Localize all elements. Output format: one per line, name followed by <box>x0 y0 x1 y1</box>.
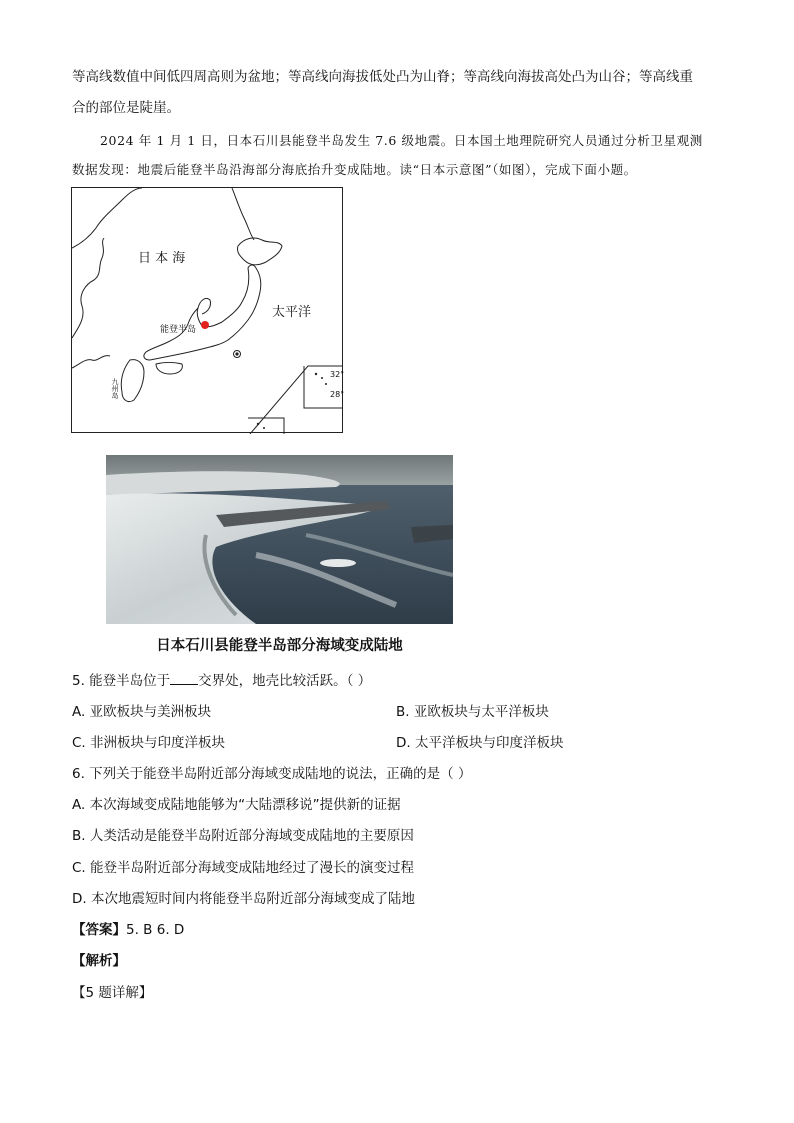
question-5-stem-after: 交界处，地壳比较活跃。（ ） <box>198 673 372 689</box>
map-label-lat-28: 28° <box>330 390 345 399</box>
question-6-option-b: B. 人类活动是能登半岛附近部分海域变成陆地的主要原因 <box>72 828 414 844</box>
coast-photo-drawing <box>106 455 453 624</box>
noto-peninsula-outline <box>198 298 211 314</box>
question-5-stem-before: 5. 能登半岛位于 <box>72 673 171 689</box>
intro-line-1: 等高线数值中间低四周高则为盆地；等高线向海拔低处凸为山脊；等高线向海拔高处凸为山谷；等高线重 <box>72 69 693 85</box>
intro-line-2: 合的部位是陡崖。 <box>72 100 180 116</box>
question-6-stem: 6. 下列关于能登半岛附近部分海域变成陆地的说法，正确的是（ ） <box>72 766 472 782</box>
mainland-coast-korea <box>72 238 104 338</box>
island-dot <box>315 373 317 375</box>
tokyo-marker-dot <box>235 352 238 355</box>
question-6-option-d: D. 本次地震短时间内将能登半岛附近部分海域变成了陆地 <box>72 891 415 907</box>
hokkaido-outline <box>237 238 282 265</box>
answer-text: 5. B 6. D <box>126 922 185 938</box>
map-label-lat-32: 32° <box>330 370 345 379</box>
answer-line <box>72 920 184 940</box>
passage-line-1: 2024 年 1 月 1 日，日本石川县能登半岛发生 7.6 级地震。日本国土地理院研究人员通过分析卫星观测 <box>100 133 703 148</box>
map-label-sea-of-japan: 日 本 海 <box>138 251 186 266</box>
analysis-label: 【解析】 <box>72 953 126 969</box>
noto-marker <box>201 321 209 329</box>
answer-label: 【答案】 <box>72 922 126 938</box>
island-dot <box>321 377 323 379</box>
coast-photo <box>106 455 453 624</box>
inset-frame-lower <box>248 418 284 434</box>
question-5-option-c: C. 非洲板块与印度洋板块 <box>72 735 226 751</box>
map-label-pacific: 太平洋 <box>272 305 312 320</box>
passage-line-2: 数据发现：地震后能登半岛沿海部分海底抬升变成陆地。读“日本示意图”（如图），完成下面小题。 <box>72 162 637 177</box>
photo-boat <box>320 559 356 567</box>
sakhalin-coast <box>232 188 254 240</box>
kyushu-outline <box>121 360 144 402</box>
mainland-coast-north <box>72 188 142 248</box>
shikoku-outline <box>156 363 182 375</box>
question-5-option-a: A. 亚欧板块与美洲板块 <box>72 704 212 720</box>
honshu-outline <box>144 265 261 360</box>
detail-label: 【5 题详解】 <box>72 985 153 1001</box>
inset-divider <box>250 366 345 434</box>
question-5-stem <box>72 671 371 691</box>
island-dot <box>263 427 265 429</box>
question-5-option-d: D. 太平洋板块与印度洋板块 <box>396 735 564 751</box>
question-5-option-b: B. 亚欧板块与太平洋板块 <box>396 704 549 720</box>
island-dot <box>257 423 259 425</box>
map-label-kyushu: 九州岛 <box>111 378 119 399</box>
question-6-option-c: C. 能登半岛附近部分海域变成陆地经过了漫长的演变过程 <box>72 860 415 876</box>
japan-map <box>71 187 343 433</box>
question-5-blank <box>170 672 198 685</box>
island-dot <box>325 383 327 385</box>
photo-caption: 日本石川县能登半岛部分海域变成陆地 <box>156 638 403 654</box>
mainland-coast-south <box>72 356 110 368</box>
question-6-option-a: A. 本次海域变成陆地能够为“大陆漂移说”提供新的证据 <box>72 797 401 813</box>
map-label-noto: 能登半岛 <box>160 325 197 335</box>
